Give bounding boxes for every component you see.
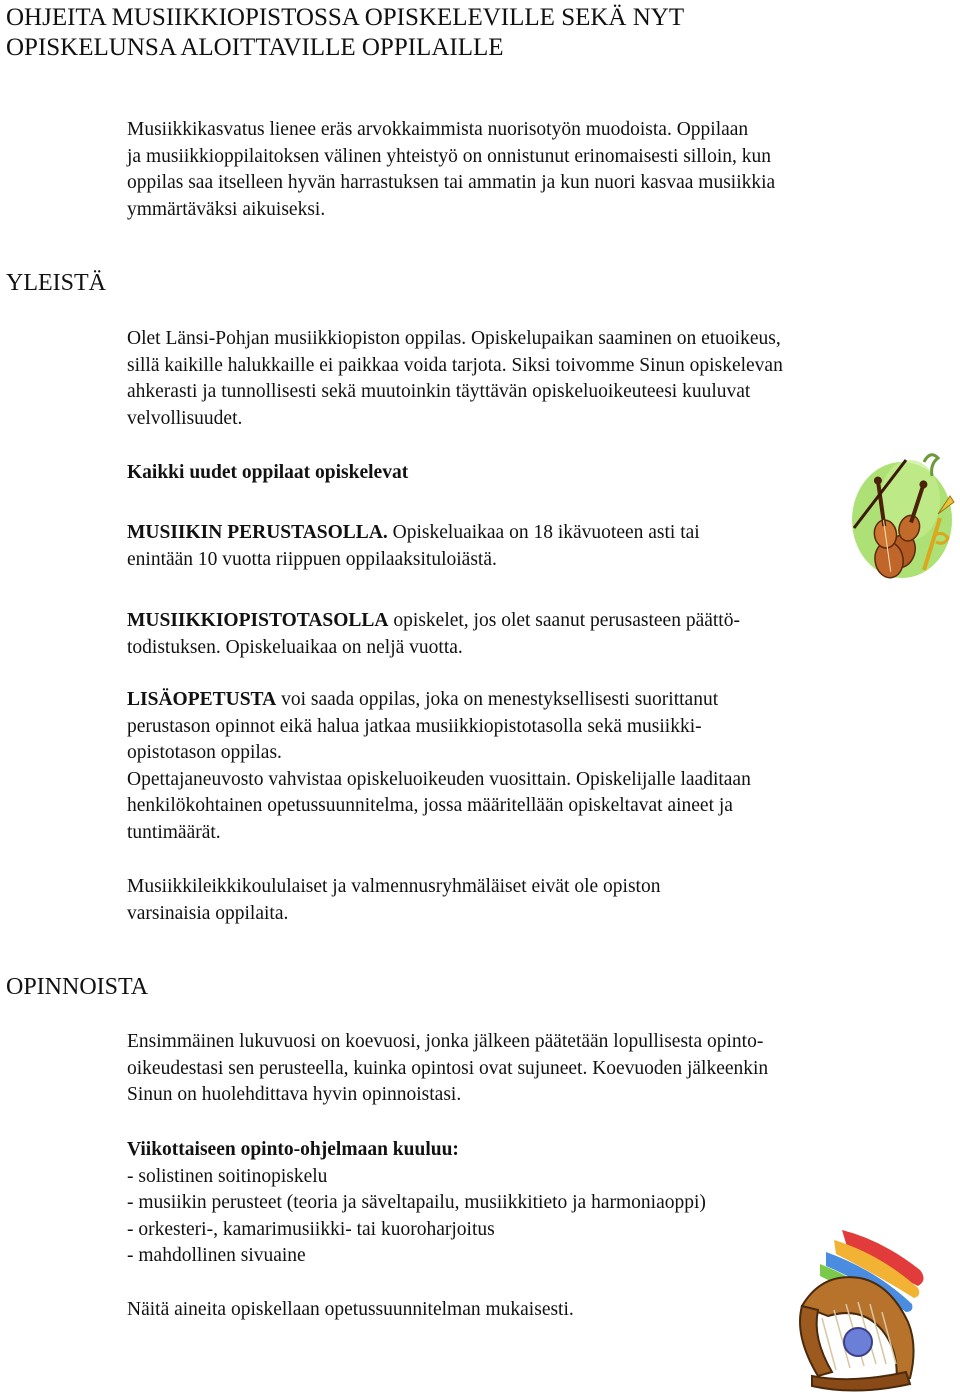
- closing-line: Näitä aineita opiskellaan opetussuunnitelman mukaisesti.: [127, 1299, 574, 1320]
- yleista-paragraph: [127, 326, 783, 432]
- opistotaso-text: opiskelet, jos olet saanut perusasteen päättö-: [388, 610, 740, 631]
- opinnoista-line: oikeudestasi sen perusteella, kuinka opintosi ovat sujuneet. Koevuoden jälkeenkin: [127, 1057, 769, 1079]
- yleista-line: velvollisuudet.: [127, 407, 243, 429]
- intro-line: Musiikkikasvatus lienee eräs arvokkaimmista nuorisotyön muodoista. Oppilaan: [127, 119, 749, 140]
- yleista-line: Olet Länsi-Pohjan musiikkiopiston oppilas. Opiskelupaikan saaminen on etuoikeus,: [127, 328, 781, 349]
- lisaopetus-line: tuntimäärät.: [127, 821, 221, 843]
- leikkikoulu-line: varsinaisia oppilaita.: [127, 902, 289, 924]
- opistotaso-line: todistuksen. Opiskeluaikaa on neljä vuotta.: [127, 636, 463, 658]
- perustaso-label: MUSIIKIN PERUSTASOLLA.: [127, 522, 388, 543]
- perustaso-line: enintään 10 vuotta riippuen oppilaaksituloiästä.: [127, 548, 497, 570]
- intro-line: oppilas saa itselleen hyvän harrastuksen tai ammatin ja kun nuori kasvaa musiikkia: [127, 172, 776, 193]
- lisaopetus-line: perustason opinnot eikä halua jatkaa musiikkiopistotasolla sekä musiikki-: [127, 715, 702, 737]
- violin-trumpet-clipart-icon: [846, 440, 956, 586]
- opinnoista-paragraph: [127, 1029, 768, 1109]
- weekly-program-item: - solistinen soitinopiskelu: [127, 1165, 328, 1187]
- section-heading-yleista: YLEISTÄ: [6, 270, 106, 296]
- weekly-program-item: - musiikin perusteet (teoria ja säveltapailu, musiikkitieto ja harmoniaoppi): [127, 1192, 706, 1213]
- lisaopetus-label: LISÄOPETUSTA: [127, 689, 277, 710]
- perustaso-paragraph: [127, 520, 700, 573]
- opistotaso-label: MUSIIKKIOPISTOTASOLLA: [127, 610, 389, 631]
- weekly-program: [127, 1137, 706, 1270]
- lyre-harp-clipart-icon: [772, 1226, 934, 1394]
- weekly-program-item: - mahdollinen sivuaine: [127, 1245, 306, 1266]
- lisaopetus-text: voi saada oppilas, joka on menestyksellisesti suorittanut: [276, 689, 719, 710]
- leikkikoulu-paragraph: [127, 874, 660, 927]
- opistotaso-paragraph: [127, 608, 740, 661]
- perustaso-text: Opiskeluaikaa on 18 ikävuoteen asti tai: [387, 522, 700, 543]
- weekly-program-item: - orkesteri-, kamarimusiikki- tai kuoroharjoitus: [127, 1218, 495, 1240]
- title-line-2: OPISKELUNSA ALOITTAVILLE OPPILAILLE: [6, 34, 504, 61]
- opinnoista-line: Sinun on huolehdittava hyvin opinnoistasi.: [127, 1084, 462, 1105]
- lisaopetus-paragraph: [127, 687, 751, 846]
- title-line-1: OHJEITA MUSIIKKIOPISTOSSA OPISKELEVILLE SEKÄ NYT: [6, 4, 685, 31]
- lisaopetus-line: opistotason oppilas.: [127, 742, 282, 763]
- yleista-line: sillä kaikille halukkaille ei paikkaa voida tarjota. Siksi toivomme Sinun opiskelevan: [127, 354, 783, 376]
- leikkikoulu-line: Musiikkileikkikoululaiset ja valmennusryhmäläiset eivät ole opiston: [127, 876, 661, 897]
- weekly-program-heading: Viikottaiseen opinto-ohjelmaan kuuluu:: [127, 1139, 459, 1160]
- yleista-line: ahkerasti ja tunnollisesti sekä muutoinkin täyttävän opiskeluoikeuteesi kuuluvat: [127, 381, 751, 402]
- document-title: [6, 3, 906, 63]
- lisaopetus-line: henkilökohtainen opetussuunnitelma, jossa määritellään opiskeltavat aineet ja: [127, 795, 733, 816]
- lisaopetus-line: Opettajaneuvosto vahvistaa opiskeluoikeuden vuosittain. Opiskelijalle laaditaan: [127, 768, 751, 790]
- section-heading-opinnoista: OPINNOISTA: [6, 974, 149, 1000]
- opinnoista-line: Ensimmäinen lukuvuosi on koevuosi, jonka jälkeen päätetään lopullisesta opinto-: [127, 1031, 764, 1052]
- intro-paragraph: [127, 117, 775, 223]
- intro-line: ja musiikkioppilaitoksen välinen yhteistyö on onnistunut erinomaisesti silloin, kun: [127, 145, 771, 167]
- new-students-heading: Kaikki uudet oppilaat opiskelevat: [127, 462, 409, 483]
- intro-line: ymmärtäväksi aikuiseksi.: [127, 198, 326, 220]
